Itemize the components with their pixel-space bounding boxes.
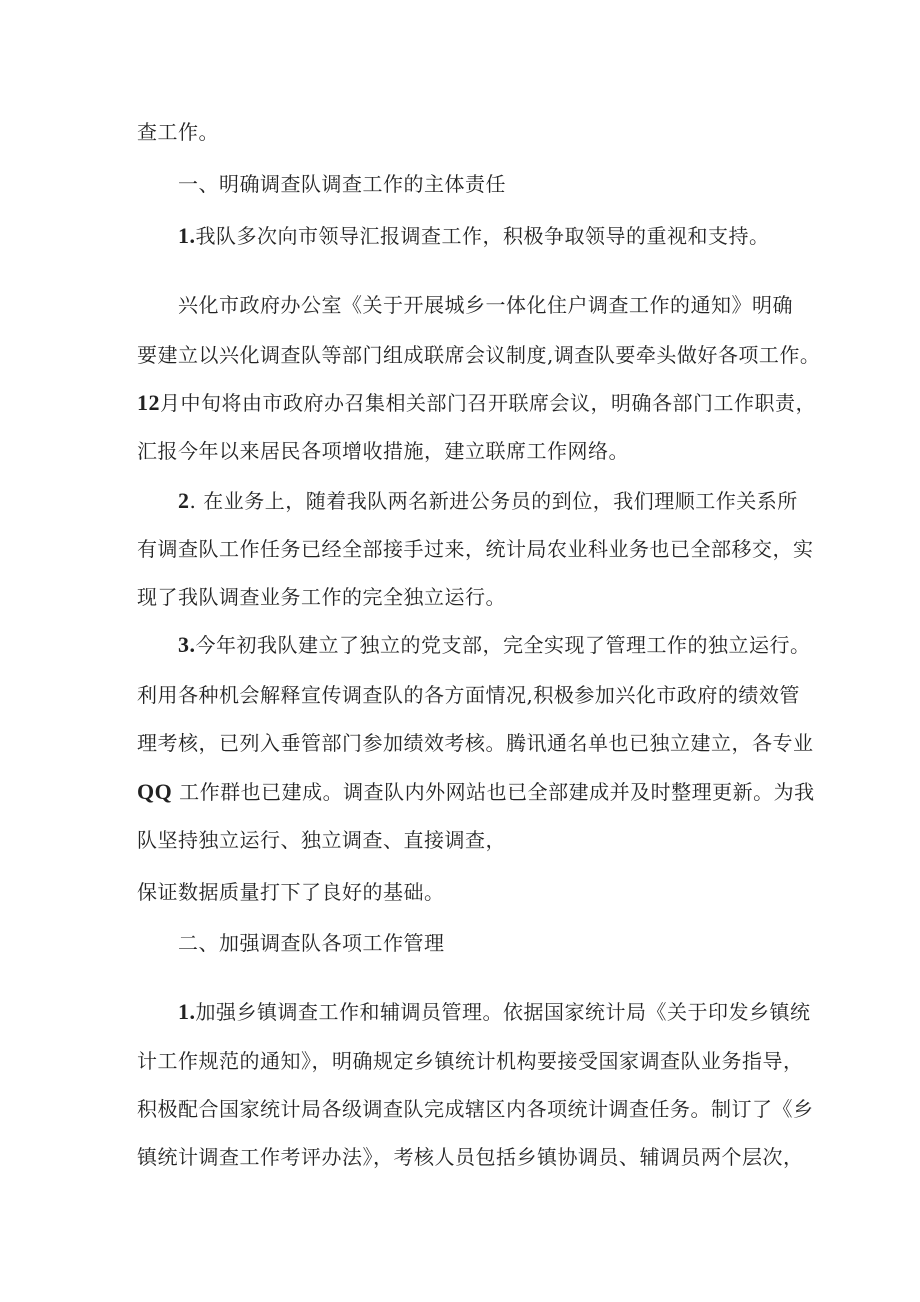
paragraph-line: 要建立以兴化调查队等部门组成联席会议制度,调查队要牵头做好各项工作。 (137, 343, 821, 367)
paragraph-line: 现了我队调查业务工作的完全独立运行。 (137, 585, 506, 609)
paragraph-line: 镇统计调查工作考评办法》，考核人员包括乡镇协调员、辅调员两个层次， (137, 1145, 804, 1169)
paragraph-line: 3.今年初我队建立了独立的党支部，完全实现了管理工作的独立运行。 (178, 632, 811, 657)
paragraph-line: 汇报今年以来居民各项增收措施，建立联席工作网络。 (137, 439, 629, 463)
paragraph-line: 1.我队多次向市领导汇报调查工作，积极争取领导的重视和支持。 (178, 223, 770, 248)
paragraph-line: 积极配合国家统计局各级调查队完成辖区内各项统计调查任务。制订了《乡 (137, 1097, 814, 1121)
paragraph-line: 2. 在业务上，随着我队两名新进公务员的到位，我们理顺工作关系所 (178, 488, 798, 513)
paragraph-line: QQ 工作群也已建成。调查队内外网站也已全部建成并及时整理更新。为我 (137, 779, 815, 804)
paragraph-line: 理考核，已列入垂管部门参加绩效考核。腾讯通名单也已独立建立，各专业 (137, 731, 814, 755)
paragraph-line: 队坚持独立运行、独立调查、直接调查， (137, 828, 506, 852)
paragraph-line: 利用各种机会解释宣传调查队的各方面情况,积极参加兴化市政府的绩效管 (137, 683, 800, 707)
paragraph-line: 保证数据质量打下了良好的基础。 (137, 880, 445, 904)
section-heading: 一、明确调查队调查工作的主体责任 (178, 172, 506, 196)
paragraph-line: 1.加强乡镇调查工作和辅调员管理。依据国家统计局《关于印发乡镇统 (178, 999, 811, 1024)
paragraph-line: 查工作。 (137, 120, 219, 144)
paragraph-line: 计工作规范的通知》，明确规定乡镇统计机构要接受国家调查队业务指导， (137, 1049, 804, 1073)
paragraph-line: 12月中旬将由市政府办召集相关部门召开联席会议，明确各部门工作职责， (137, 390, 816, 415)
paragraph-line: 兴化市政府办公室《关于开展城乡一体化住户调查工作的通知》明确 (178, 293, 793, 317)
section-heading: 二、加强调查队各项工作管理 (178, 931, 445, 955)
paragraph-line: 有调查队工作任务已经全部接手过来，统计局农业科业务也已全部移交，实 (137, 537, 814, 561)
